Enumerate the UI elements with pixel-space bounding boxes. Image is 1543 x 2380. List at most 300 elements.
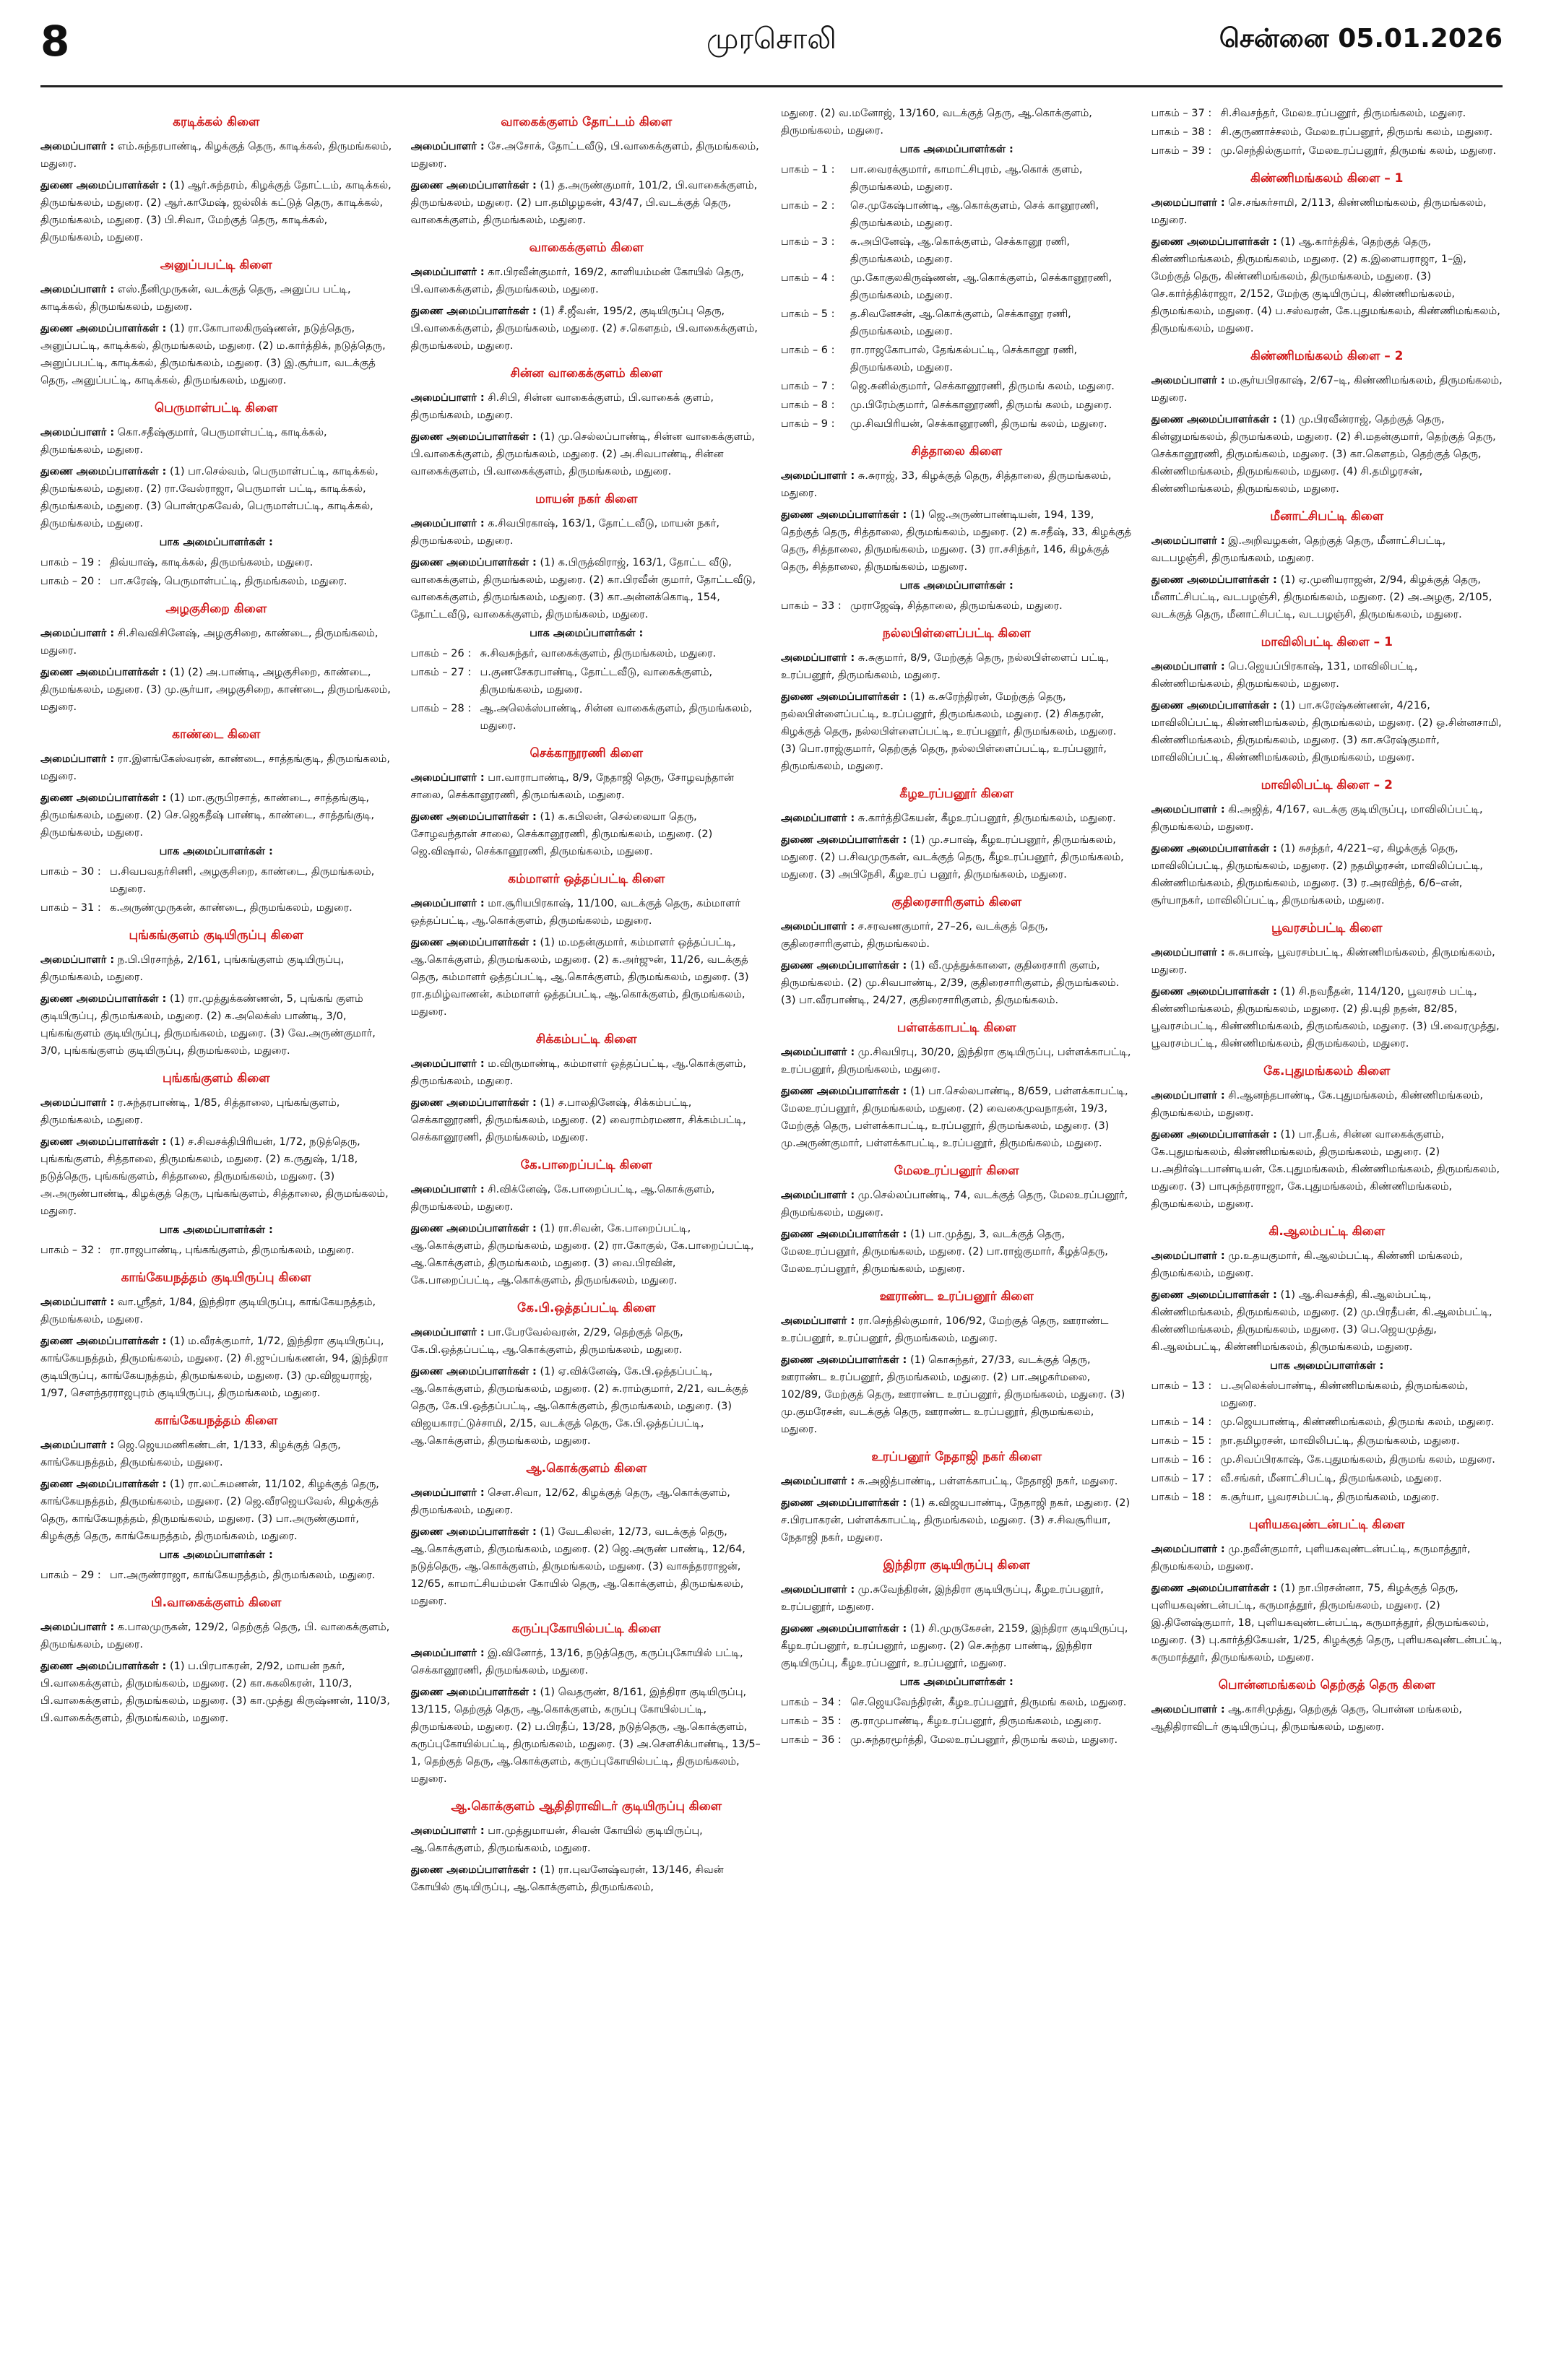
booth-number: பாகம் – 34 : <box>781 1697 842 1708</box>
booth-number: பாகம் – 7 : <box>781 381 835 392</box>
role-label: அமைப்பாளர் : <box>410 141 485 152</box>
role-label: துணை அமைப்பாளர்கள் : <box>410 1366 537 1377</box>
branch-section <box>40 115 392 246</box>
branch-heading: மாயன் நகர் கிளை <box>535 492 638 506</box>
booth-organizer: சி.குருணாச்சலம், மேலஉரப்பனூர், திருமங் கலம், மதுரை. <box>1220 126 1493 138</box>
role-text: சி.சிவவிசினேஷ், அழகுசிறை, காண்டை, திருமங்கலம், மதுரை. <box>40 628 379 657</box>
organizer-line <box>1151 1701 1503 1736</box>
organizer-line <box>1151 944 1503 979</box>
booth-number: பாகம் – 35 : <box>781 1715 842 1727</box>
deputy-organizers-line <box>1151 1126 1503 1213</box>
deputy-organizers-line <box>781 1083 1133 1152</box>
role-text: சி.விக்னேஷ், கே.பாறைப்பட்டி, ஆ.கொக்குளம், திருமங்கலம், மதுரை. <box>410 1184 715 1213</box>
branch-section <box>411 115 763 229</box>
organizer-line <box>1151 372 1503 407</box>
booth-organizer: மு.கோகுலகிருஷ்ணன், ஆ.கொக்குளம், செக்கானூரணி, திருமங்கலம், மதுரை. <box>850 272 1112 301</box>
role-label: அமைப்பாளர் : <box>410 1327 485 1338</box>
booth-number: பாகம் – 32 : <box>40 1245 101 1256</box>
booth-number: பாகம் – 26 : <box>410 648 472 659</box>
branch-section <box>40 1596 392 1727</box>
role-text: (1) ப.பிரபாகரன், 2/92, மாயன் நகர், பி.வாகைக்குளம், திருமங்கலம், மதுரை. (2) கா.சுகலிகரன், 110/3, பி.வாகைக்குளம், திருமங்கலம், மதுரை. (3) கா.முத்து கிருஷ்ணன், 110/3, பி.வாகைக்குளம், திருமங்கலம், மதுரை. <box>40 1661 390 1724</box>
booth-number: பாகம் – 28 : <box>410 703 472 714</box>
role-label: துணை அமைப்பாளர்கள் : <box>781 1086 907 1097</box>
deputy-organizers-line <box>40 664 392 716</box>
booth-organizer: செ.ஜெயவேந்திரன், கீழஉரப்பனூர், திருமங் கலம், மதுரை. <box>850 1697 1127 1708</box>
booth-number: பாகம் – 1 : <box>781 164 835 176</box>
deputy-organizers-line <box>411 808 763 860</box>
role-text: ம.விருமாண்டி, கம்மாளர் ஒத்தப்பட்டி, ஆ.கொக்குளம், திருமங்கலம், மதுரை. <box>410 1058 746 1087</box>
branch-section <box>40 1071 392 1259</box>
deputy-organizers-line <box>40 1476 392 1545</box>
branch-section <box>781 105 1133 433</box>
deputy-organizers-line <box>781 688 1133 775</box>
role-label: அமைப்பாளர் : <box>40 1097 115 1109</box>
role-text: பா.முத்துமாயன், சிவன் கோயில் குடியிருப்பு, ஆ.கொக்குளம், திருமங்கலம், மதுரை. <box>410 1825 703 1854</box>
branch-heading: அழகுசிறை கிளை <box>165 602 267 616</box>
role-label: அமைப்பாளர் : <box>40 753 115 765</box>
role-text: மு.நவீன்குமார், புளியகவுண்டன்பட்டி, கருமாத்தூர், திருமங்கலம், மதுரை. <box>1151 1544 1471 1572</box>
deputy-organizers-line <box>781 1494 1133 1546</box>
branch-heading: சித்தாலை கிளை <box>911 444 1003 459</box>
role-label: அமைப்பாளர் : <box>1151 375 1225 386</box>
role-label: துணை அமைப்பாளர்கள் : <box>1151 843 1277 854</box>
branch-heading: புங்கங்குளம் குடியிருப்பு கிளை <box>129 928 304 943</box>
role-text: சு.அஜித்பாண்டி, பள்ளக்காபட்டி, நேதாஜி நகர், மதுரை. <box>857 1476 1118 1487</box>
booth-row <box>40 1567 392 1584</box>
role-text: (1) ம.மதன்குமார், கம்மாளர் ஒத்தப்பட்டி, ஆ.கொக்குளம், திருமங்கலம், மதுரை. (2) க.அர்ஜுன், 11/26, வடக்குத் தெரு, கம்மாளர் ஒத்தப்பட்டி, ஆ.கொக்குளம், திருமங்கலம், மதுரை. (3) ரா.தமிழ்வாணன், கம்மாளர் ஒத்தப்பட்டி, ஆ.கொக்குளம், திருமங்கலம், மதுரை. <box>410 937 749 1018</box>
booth-organizer: ப.அலெக்ஸ்பாண்டி, கிண்ணிமங்கலம், திருமங்கலம், மதுரை. <box>1220 1380 1469 1409</box>
deputy-organizers-line <box>1151 1286 1503 1356</box>
branch-section <box>781 1021 1133 1152</box>
branch-section <box>411 241 763 355</box>
role-text: சு.சுபாஷ், பூவரசம்பட்டி, கிண்ணிமங்கலம், திருமங்கலம், மதுரை. <box>1151 947 1495 976</box>
organizer-line <box>40 281 392 316</box>
role-text: ம.சூர்யபிரகாஷ், 2/67–டி, கிண்ணிமங்கலம், திருமங்கலம், மதுரை. <box>1151 375 1503 404</box>
deputy-organizers-line <box>411 1684 763 1788</box>
role-text: மா.சூரியபிரகாஷ், 11/100, வடக்குத் தெரு, கம்மாளர் ஒத்தப்பட்டி, ஆ.கொக்குளம், திருமங்கலம், மதுரை. <box>410 898 740 927</box>
branch-section <box>781 444 1133 615</box>
booth-organizer: பா.வைரக்குமார், காமாட்சிபுரம், ஆ.கொக் குளம், திருமங்கலம், மதுரை. <box>850 164 1083 193</box>
booth-organizer: த.சிவனேசன், ஆ.கொக்குளம், செக்கானூ ரணி, திருமங்கலம், மதுரை. <box>850 308 1071 337</box>
branch-section <box>1151 171 1503 337</box>
branch-heading: கருப்புகோயில்பட்டி கிளை <box>511 1622 661 1636</box>
branch-section <box>411 1032 763 1146</box>
branch-section <box>1151 635 1503 766</box>
organizer-line <box>1151 194 1503 229</box>
booth-row <box>781 1731 1133 1749</box>
branch-section <box>781 1558 1133 1749</box>
branch-section <box>781 626 1133 775</box>
deputy-organizers-line <box>40 177 392 246</box>
booth-organizer: ரா.ராஜபாண்டி, புங்கங்குளம், திருமங்கலம், மதுரை. <box>110 1245 355 1256</box>
newspaper-title: முரசொலி <box>706 22 837 56</box>
role-text: ரா.இளங்கேஸ்வரன், காண்டை, சாத்தங்குடி, திருமங்கலம், மதுரை. <box>40 753 390 782</box>
deputy-organizers-line <box>411 1220 763 1289</box>
booth-number: பாகம் – 8 : <box>781 399 835 411</box>
role-label: துணை அமைப்பாளர்கள் : <box>781 1354 907 1366</box>
branch-heading: செக்காநூரணி கிளை <box>530 746 643 761</box>
role-label: துணை அமைப்பாளர்கள் : <box>781 691 907 703</box>
role-label: துணை அமைப்பாளர்கள் : <box>1151 986 1277 998</box>
booth-number: பாகம் – 36 : <box>781 1734 842 1746</box>
branch-section <box>781 787 1133 883</box>
organizer-line <box>411 389 763 424</box>
role-label: அமைப்பாளர் : <box>781 813 855 824</box>
branch-heading: ஊராண்ட உரப்பனூர் கிளை <box>879 1289 1034 1304</box>
branch-heading: மாவிலிபட்டி கிளை – 1 <box>1261 635 1393 649</box>
booth-organizers-heading: பாக அமைப்பாளர்கள் : <box>530 628 644 639</box>
booth-organizer: செ.முகேஷ்பாண்டி, ஆ.கொக்குளம், செக் கானூரணி, திருமங்கலம், மதுரை. <box>850 200 1099 229</box>
role-label: அமைப்பாளர் : <box>1151 661 1225 672</box>
booth-organizer: வீ.சங்கர், மீனாட்சிபட்டி, திருமங்கலம், மதுரை. <box>1220 1473 1443 1484</box>
role-text: (1) ஆ.சிவசக்தி, கி.ஆலம்பட்டி, கிண்ணிமங்கலம், திருமங்கலம், மதுரை. (2) மு.பிரதீபன், கி.ஆலம்பட்டி, கிண்ணிமங்கலம், திருமங்கலம், மதுரை. (3) பெ.ஜெயமுத்து, கி.ஆலம்பட்டி, கிண்ணிமங்கலம், திருமங்கலம், மதுரை. <box>1151 1289 1492 1353</box>
booth-row <box>411 700 763 735</box>
booth-row <box>1151 1470 1503 1487</box>
booth-row <box>781 597 1133 615</box>
role-text: (1) வெதருண், 8/161, இந்திரா குடியிருப்பு, 13/115, தெற்குத் தெரு, ஆ.கொக்குளம், கருப்பு கோயில்பட்டி, திருமங்கலம், மதுரை. (2) ப.பிரதீப், 13/28, நடுத்தெரு, ஆ.கொக்குளம், கருப்புகோயில்பட்டி, திருமங்கலம், மதுரை. (3) அ.சௌசிக்பாண்டி, 13/5–1, தெற்குத் தெரு, ஆ.கொக்குளம், கருப்புகோயில்பட்டி, திருமங்கலம், மதுரை. <box>410 1687 761 1785</box>
role-label: துணை அமைப்பாளர்கள் : <box>40 1136 167 1148</box>
role-text: (1) க.விஜயபாண்டி, நேதாஜி நகர், மதுரை. (2) ச.பிரபாகரன், பள்ளக்காபட்டி, திருமங்கலம், மதுரை. (3) ச.சிவசூரியா, நேதாஜி நகர், மதுரை. <box>781 1497 1131 1544</box>
deputy-organizers-line <box>40 320 392 389</box>
deputy-organizers-line <box>1151 233 1503 337</box>
role-text: (1) க.சுரேந்திரன், மேற்குத் தெரு, நல்லபிள்ளைப்பட்டி, உரப்பனூர், திருமங்கலம், மதுரை. (2) சிசுதரன், கிழக்குத் தெரு, நல்லபிள்ளைப்பட்டி, உரப்பனூர், திருமங்கலம், மதுரை. (3) பொ.ராஜ்குமார், தெற்குத் தெரு, நல்லபிள்ளைப்பட்டி, உரப்பனூர், திருமங்கலம், மதுரை. <box>781 691 1117 772</box>
branch-heading: சின்ன வாகைக்குளம் கிளை <box>510 366 662 381</box>
role-text: (1) ரா.லட்சுமணன், 11/102, கிழக்குத் தெரு, காங்கேயநத்தம், திருமங்கலம், மதுரை. (2) ஜெ.வீரஜெயவேல், கிழக்குத் தெரு, காங்கேயநத்தம், திருமங்கலம், மதுரை. (3) பா.அருண்குமார், கிழக்குத் தெரு, காங்கேயநத்தம், திருமங்கலம், மதுரை. <box>40 1479 379 1542</box>
role-text: (1) சி.முருகேசன், 2159, இந்திரா குடியிருப்பு, கீழஉரப்பனூர், உரப்பனூர், மதுரை. (2) செ.சுந்தர பாண்டி, இந்திரா குடியிருப்பு, கீழஉரப்பனூர், உரப்பனூர், மதுரை. <box>781 1623 1128 1669</box>
deputy-organizers-line <box>40 463 392 532</box>
role-label: அமைப்பாளர் : <box>40 427 115 438</box>
role-label: துணை அமைப்பாளர்கள் : <box>410 1687 537 1698</box>
branch-heading: ஆ.கொக்குளம் ஆதிதிராவிடர் குடியிருப்பு கிளை <box>451 1799 722 1814</box>
organizer-line <box>40 625 392 659</box>
role-label: அமைப்பாளர் : <box>410 1058 485 1070</box>
branch-section <box>40 1414 392 1584</box>
role-label: அமைப்பாளர் : <box>781 652 855 664</box>
booth-organizer: சு.சூர்யா, பூவரசம்பட்டி, திருமங்கலம், மதுரை. <box>1220 1492 1440 1503</box>
booth-organizer: மு.சிவபிரியன், செக்கானூரணி, திருமங் கலம், மதுரை. <box>850 418 1107 430</box>
booth-row <box>781 197 1133 232</box>
role-label: அமைப்பாளர் : <box>40 284 115 295</box>
booth-organizer: மு.ஜெயபாண்டி, கிண்ணிமங்கலம், திருமங் கலம், மதுரை. <box>1220 1416 1495 1428</box>
deputy-organizers-line <box>781 1620 1133 1672</box>
branch-heading: கே.பி.ஒத்தப்பட்டி கிளை <box>517 1301 656 1315</box>
branch-section <box>1151 1518 1503 1666</box>
booth-row <box>781 1694 1133 1711</box>
branch-heading: காங்கேயநத்தம் குடியிருப்பு கிளை <box>121 1271 311 1285</box>
branch-section <box>411 746 763 860</box>
branch-heading: வாகைக்குளம் தோட்டம் கிளை <box>501 115 673 129</box>
role-text: (1) ரா.முத்துக்கண்ணன், 5, புங்கங் குளம் குடியிருப்பு, திருமங்கலம், மதுரை. (2) க.அலெக்ஸ் பாண்டி, 3/0, புங்கங்குளம் குடியிருப்பு, திருமங்கலம், மதுரை. (3) வே.அருண்குமார், 3/0, புங்கங்குளம் குடியிருப்பு, திருமங்கலம், மதுரை. <box>40 993 376 1057</box>
branch-heading: புங்கங்குளம் கிளை <box>162 1071 270 1086</box>
booth-organizer: ஜெ.சுனில்குமார், செக்கானூரணி, திருமங் கலம், மதுரை. <box>850 381 1115 392</box>
branch-section <box>411 1461 763 1610</box>
role-label: துணை அமைப்பாளர்கள் : <box>410 1223 537 1234</box>
role-text: (1) ஏ.விக்னேஷ், கே.பி.ஒத்தப்பட்டி, ஆ.கொக்குளம், திருமங்கலம், மதுரை. (2) சு.ராம்குமார், 2/21, வடக்குத் தெரு, கே.பி.ஒத்தப்பட்டி, ஆ.கொக்குளம், திருமங்கலம், மதுரை. (3) விஜயகாரட்டுச்சாமி, 2/15, வடக்குத் தெரு, கே.பி.ஒத்தப்பட்டி, ஆ.கொக்குளம், திருமங்கலம், மதுரை. <box>410 1366 748 1447</box>
branch-section <box>40 401 392 590</box>
role-text: கா.பிரவீன்குமார், 169/2, காளியம்மன் கோயில் தெரு, பி.வாகைக்குளம், திருமங்கலம், மதுரை. <box>410 267 745 295</box>
role-label: துணை அமைப்பாளர்கள் : <box>410 557 537 568</box>
role-label: அமைப்பாளர் : <box>40 1622 115 1633</box>
organizer-line <box>781 1044 1133 1078</box>
organizer-line <box>781 1473 1133 1490</box>
branch-section <box>40 258 392 389</box>
deputy-organizers-line <box>1151 571 1503 623</box>
role-text: (1) ச.சிவசக்திபிரியன், 1/72, நடுத்தெரு, புங்கங்குளம், சித்தாலை, திருமங்கலம், மதுரை. (2) க.ருதுஷ், 1/18, நடுத்தெரு, புங்கங்குளம், சித்தாலை, திருமங்கலம், மதுரை. (3) அ.அருண்பாண்டி, கிழக்குத் தெரு, புங்கங்குளம், சித்தாலை, திருமங்கலம், மதுரை. <box>40 1136 389 1217</box>
branch-section <box>781 1289 1133 1438</box>
branch-heading: கம்மாளர் ஒத்தப்பட்டி கிளை <box>508 872 665 886</box>
booth-row <box>781 161 1133 196</box>
branch-heading: பொன்னமங்கலம் தெற்குத் தெரு கிளை <box>1218 1678 1435 1692</box>
organizer-line <box>411 769 763 804</box>
deputy-organizers-line <box>1151 840 1503 909</box>
role-text: (1) ரா.கோபாலகிருஷ்ணன், நடுத்தெரு, அனுப்பட்டி, காடிக்கல், திருமங்கலம், மதுரை. (2) ம.கார்த்திக், நடுத்தெரு, அனுப்பபட்டி, காடிக்கல், திருமங்கலம், மதுரை. (3) இ.சூர்யா, வடக்குத் தெரு, அனுப்பட்டி, காடிக்கல், திருமங்கலம், மதுரை. <box>40 323 386 386</box>
booth-row <box>1151 1489 1503 1506</box>
deputy-organizers-line <box>40 1333 392 1402</box>
role-text: (1) ஆ.கார்த்திக், தெற்குத் தெரு, கிண்ணிமங்கலம், திருமங்கலம், மதுரை. (2) க.இளையராஜா, 1–இ, மேற்குத் தெரு, கிண்ணிமங்கலம், திருமங்கலம், மதுரை. (3) செ.கார்த்திக்ராஜா, 2/152, மேற்கு குடியிருப்பு, கிண்ணிமங்கலம், திருமங்கலம், மதுரை. (4) ப.சஸ்வரன், கே.புதுமங்கலம், கிண்ணிமங்கலம், திருமங்கலம், மதுரை. <box>1151 236 1500 334</box>
branch-heading: குதிரைசாரிகுளம் கிளை <box>891 895 1022 909</box>
branch-heading: காங்கேயநத்தம் கிளை <box>155 1414 278 1428</box>
booth-row <box>1151 105 1503 122</box>
deputy-organizers-line <box>411 934 763 1021</box>
role-text: (1) ரா.சிவன், கே.பாறைப்பட்டி, ஆ.கொக்குளம், திருமங்கலம், மதுரை. (2) ரா.கோகுல், கே.பாறைப்பட்டி, ஆ.கொக்குளம், திருமங்கலம், மதுரை. (3) வை.பிரவின், கே.பாறைப்பட்டி, ஆ.கொக்குளம், திருமங்கலம், மதுரை. <box>410 1223 754 1286</box>
deputy-organizers-line <box>40 1658 392 1727</box>
role-text: கொ.சதீஷ்குமார், பெருமாள்பட்டி, காடிக்கல், திருமங்கலம், மதுரை. <box>40 427 327 456</box>
booth-number: பாகம் – 19 : <box>40 557 101 568</box>
booth-row <box>781 1713 1133 1730</box>
role-text: மு.சிவபிரபு, 30/20, இந்திரா குடியிருப்பு, பள்ளக்காபட்டி, உரப்பனூர், திருமங்கலம், மதுரை. <box>781 1047 1131 1076</box>
role-text: செ.சங்கர்சாமி, 2/113, கிண்ணிமங்கலம், திருமங்கலம், மதுரை. <box>1151 197 1487 226</box>
role-text: ரா.செந்தில்குமார், 106/92, மேற்குத் தெரு, ஊராண்ட உரப்பனூர், உரப்பனூர், திருமங்கலம், மதுரை. <box>781 1315 1109 1344</box>
branch-heading: உரப்பனூர் நேதாஜி நகர் கிளை <box>871 1450 1042 1464</box>
role-text: (1) பா.முத்து, 3, வடக்குத் தெரு, மேலஉரப்பனூர், திருமங்கலம், மதுரை. (2) பா.ராஜ்குமார், கீழத்தெரு, மேலஉரப்பனூர், திருமங்கலம், மதுரை. <box>781 1229 1108 1275</box>
role-text: (1) ஜெ.அருண்பாண்டியன், 194, 139, தெற்குத் தெரு, சித்தாலை, திருமங்கலம், மதுரை. (2) சு.சதீஷ், 33, கிழக்குத் தெரு, சித்தாலை, திருமங்கலம், மதுரை. (3) ரா.சசிந்தர், 146, கிழக்குத் தெரு, சித்தாலை, திருமங்கலம், மதுரை. <box>781 509 1132 573</box>
role-label: அமைப்பாளர் : <box>410 772 485 784</box>
role-label: அமைப்பாளர் : <box>410 1184 485 1195</box>
role-text: (1) ஆர்.சுந்தரம், கிழக்குத் தோட்டம், காடிக்கல், திருமங்கலம், மதுரை. (2) ஆர்.காமேஷ், ஜல்லிக் கட்டுத் தெரு, காடிக்கல், திருமங்கலம், மதுரை. (3) பி.சிவா, மேற்குத் தெரு, காடிக்கல், திருமங்கலம், மதுரை. <box>40 180 392 243</box>
role-label: அமைப்பாளர் : <box>410 898 485 909</box>
role-text: (1) வீ.முத்துக்காளை, குதிரைசாரி குளம், திருமங்கலம். (2) மு.சிவபாண்டி, 2/39, குதிரைசாரிகுளம், திருமங்கலம். (3) பா.வீரபாண்டி, 24/27, குதிரைசாரிகுளம், திருமங்கலம். <box>781 960 1120 1006</box>
branch-section <box>1151 1064 1503 1213</box>
booth-organizers-heading: பாக அமைப்பாளர்கள் : <box>899 144 1013 155</box>
deputy-organizers-line <box>781 1226 1133 1278</box>
branch-heading: கீழஉரப்பனூர் கிளை <box>899 787 1014 801</box>
role-label: துணை அமைப்பாளர்கள் : <box>1151 1129 1277 1141</box>
deputy-organizers-line <box>411 1363 763 1450</box>
role-text: க.பாலமுருகன், 129/2, தெற்குத் தெரு, பி. வாகைக்குளம், திருமங்கலம், மதுரை. <box>40 1622 390 1650</box>
booth-row <box>781 306 1133 340</box>
organizer-line <box>40 1437 392 1471</box>
role-label: துணை அமைப்பாளர்கள் : <box>781 960 907 972</box>
branch-heading: வாகைக்குளம் கிளை <box>529 241 644 255</box>
page-header <box>40 0 1503 87</box>
role-label: அமைப்பாளர் : <box>40 1440 115 1451</box>
branch-heading: புளியகவுண்டன்பட்டி கிளை <box>1248 1518 1405 1532</box>
deputy-organizers-line <box>411 303 763 355</box>
organizer-line <box>781 649 1133 684</box>
role-label: அமைப்பாளர் : <box>781 921 855 932</box>
role-label: துணை அமைப்பாளர்கள் : <box>40 792 167 804</box>
column-1 <box>40 105 392 2373</box>
role-text: இ.வினோத், 13/16, நடுத்தெரு, கருப்புகோயில் பட்டி, செக்கானூரணி, திருமங்கலம், மதுரை. <box>410 1648 743 1676</box>
branch-section <box>411 1799 763 1896</box>
branch-section <box>40 928 392 1060</box>
booth-organizers-heading: பாக அமைப்பாளர்கள் : <box>899 580 1013 592</box>
role-label: அமைப்பாளர் : <box>781 1315 855 1327</box>
booth-row <box>1151 1451 1503 1468</box>
role-label: அமைப்பாளர் : <box>1151 197 1225 209</box>
booth-number: பாகம் – 15 : <box>1151 1435 1212 1447</box>
organizer-line <box>411 138 763 173</box>
role-label: துணை அமைப்பாளர்கள் : <box>410 1864 537 1876</box>
branch-section <box>411 1622 763 1788</box>
booth-organizer: க.அருண்முருகன், காண்டை, திருமங்கலம், மதுரை. <box>110 902 353 914</box>
role-label: துணை அமைப்பாளர்கள் : <box>1151 700 1277 711</box>
role-text: (1) ம.வீரக்குமார், 1/72, இந்திரா குடியிருப்பு, காங்கேயநத்தம், திருமங்கலம், மதுரை. (2) சி.ஜுப்பங்கணன், 94, இந்திரா குடியிருப்பு, காங்கேயநத்தம், திருமங்கலம், மதுரை. (3) மு.விஜயராஜ், 1/97, சௌந்தரராஜபுரம் குடியிருப்பு, திருமங்கலம், மதுரை. <box>40 1336 389 1399</box>
role-label: அமைப்பாளர் : <box>1151 1250 1225 1262</box>
booth-number: பாகம் – 2 : <box>781 200 835 212</box>
booth-organizer: மு.செந்தில்குமார், மேலஉரப்பனூர், திருமங் கலம், மதுரை. <box>1220 145 1497 157</box>
role-text: (1) ரா.புவனேஷ்வரன், 13/146, சிவன் கோயில் குடியிருப்பு, ஆ.கொக்குளம், திருமங்கலம், <box>410 1864 724 1893</box>
booth-number: பாகம் – 13 : <box>1151 1380 1212 1392</box>
organizer-line <box>411 1324 763 1359</box>
role-text: மு.சுவேந்திரன், இந்திரா குடியிருப்பு, கீழஉரப்பனூர், உரப்பனூர், மதுரை. <box>781 1584 1104 1613</box>
booth-number: பாகம் – 31 : <box>40 902 101 914</box>
role-label: அமைப்பாளர் : <box>410 1825 485 1837</box>
role-text: (1) ச.பாலதினேஷ், சிக்கம்பட்டி, செக்கானூரணி, திருமங்கலம், மதுரை. (2) வைராம்ரமணா, சிக்கம்பட்டி, செக்கானூரணி, திருமங்கலம், மதுரை. <box>410 1097 746 1143</box>
organizer-line <box>411 1484 763 1519</box>
deputy-organizers-line <box>781 506 1133 576</box>
organizer-line <box>781 1187 1133 1221</box>
role-label: துணை அமைப்பாளர்கள் : <box>1151 574 1277 586</box>
booth-number: பாகம் – 18 : <box>1151 1492 1212 1503</box>
role-label: அமைப்பாளர் : <box>1151 947 1225 959</box>
role-text: (1) மா.குருபிரசாத், காண்டை, சாத்தங்குடி, திருமங்கலம், மதுரை. (2) செ.ஜெகதீஷ் பாண்டி, காண்டை, சாத்தங்குடி, திருமங்கலம், மதுரை. <box>40 792 375 839</box>
role-text: (1) மு.சபாஷ், கீழஉரப்பனூர், திருமங்கலம், மதுரை. (2) ப.சிவமுருகன், வடக்குத் தெரு, கீழஉரப்பனூர், திருமங்கலம், மதுரை. (3) அபிநேசி, கீழஉரப் பனூர், திருமங்கலம், மதுரை. <box>781 834 1124 880</box>
role-label: அமைப்பாளர் : <box>1151 1090 1225 1102</box>
branch-heading: பி.வாகைக்குளம் கிளை <box>151 1596 282 1610</box>
branch-section <box>411 492 763 735</box>
role-label: துணை அமைப்பாளர்கள் : <box>40 1661 167 1672</box>
branch-section <box>1151 1224 1503 1506</box>
role-label: துணை அமைப்பாளர்கள் : <box>410 431 537 443</box>
role-label: துணை அமைப்பாளர்கள் : <box>410 180 537 191</box>
role-label: துணை அமைப்பாளர்கள் : <box>410 1526 537 1538</box>
branch-section <box>1151 509 1503 623</box>
role-label: அமைப்பாளர் : <box>410 392 485 404</box>
booth-row <box>1151 124 1503 141</box>
deputy-organizers-line <box>40 1133 392 1220</box>
role-label: அமைப்பாளர் : <box>40 1297 115 1308</box>
role-label: துணை அமைப்பாளர்கள் : <box>1151 1289 1277 1301</box>
deputy-organizers-line <box>781 1351 1133 1438</box>
booth-row <box>781 342 1133 376</box>
branch-section <box>411 1158 763 1289</box>
organizer-line <box>1151 658 1503 693</box>
organizer-line <box>411 1181 763 1216</box>
branch-heading: மாவிலிபட்டி கிளை – 2 <box>1261 778 1393 792</box>
branch-heading: ஆ.கொக்குளம் கிளை <box>526 1461 647 1476</box>
booth-organizers-heading: பாக அமைப்பாளர்கள் : <box>1270 1360 1384 1372</box>
role-label: துணை அமைப்பாளர்கள் : <box>410 306 537 317</box>
page-number: 8 <box>40 17 70 66</box>
role-label: துணை அமைப்பாளர்கள் : <box>1151 414 1277 425</box>
branch-heading: இந்திரா குடியிருப்பு கிளை <box>883 1558 1030 1572</box>
branch-section <box>1151 105 1503 160</box>
branch-section <box>411 1301 763 1450</box>
booth-row <box>781 378 1133 395</box>
organizer-line <box>411 1822 763 1857</box>
organizer-line <box>411 895 763 930</box>
role-text: கி.அஜித், 4/167, வடக்கு குடியிருப்பு, மாவிலிப்பட்டி, திருமங்கலம், மதுரை. <box>1151 804 1483 833</box>
role-text: (1) மு.பிரவீன்ராஜ், தெற்குத் தெரு, கின்னுமங்கலம், திருமங்கலம், மதுரை. (2) சி.மதன்குமார், தெற்குத் தெரு, செக்கானூரணி, திருமங்கலம், மதுரை. (3) கா.கௌதம், தெற்குத் தெரு, கிண்ணிமங்கலம், திருமங்கலம், மதுரை. (4) சி.தமிழரசன், கிண்ணிமங்கலம், திருமங்கலம், மதுரை. <box>1151 414 1496 495</box>
organizer-line <box>1151 801 1503 836</box>
deputy-organizers-line <box>411 1861 763 1896</box>
organizer-line <box>781 918 1133 953</box>
role-label: அமைப்பாளர் : <box>410 518 485 529</box>
role-label: துணை அமைப்பாளர்கள் : <box>410 1097 537 1109</box>
booth-number: பாகம் – 38 : <box>1151 126 1212 138</box>
role-text: க.சிவபிரகாஷ், 163/1, தோட்டவீடு, மாயன் நகர், திருமங்கலம், மதுரை. <box>410 518 719 547</box>
organizer-line <box>40 138 392 173</box>
role-label: துணை அமைப்பாளர்கள் : <box>410 811 537 823</box>
role-text: எஸ்.நீனிமுருகன், வடக்குத் தெரு, அனுப்ப பட்டி, காடிக்கல், திருமங்கலம், மதுரை. <box>40 284 351 313</box>
branch-heading: சிக்கம்பட்டி கிளை <box>535 1032 637 1047</box>
role-text: (1) பா.செல்வம், பெருமாள்பட்டி, காடிக்கல், திருமங்கலம், மதுரை. (2) ரா.வேல்ராஜா, பெருமாள் பட்டி, காடிக்கல், திருமங்கலம், மதுரை. (3) பொன்முகவேல், பெருமாள்பட்டி, காடிக்கல், திருமங்கலம், மதுரை. <box>40 466 379 529</box>
role-text: இ.அறிவழகன், தெற்குத் தெரு, மீனாட்சிபட்டி, வடபழஞ்சி, திருமங்கலம், மதுரை. <box>1151 535 1446 564</box>
branch-heading: பூவரசம்பட்டி கிளை <box>1271 921 1383 935</box>
role-text: ஆ.காசிமுத்து, தெற்குத் தெரு, பொன்ன மங்கலம், ஆதிதிராவிடர் குடியிருப்பு, திருமங்கலம், மதுரை. <box>1151 1704 1462 1733</box>
deputy-organizers-line <box>40 990 392 1060</box>
organizer-line <box>40 750 392 785</box>
role-label: அமைப்பாளர் : <box>1151 1704 1225 1715</box>
role-text: (1) க.பிருத்விராஜ், 163/1, தோட்ட வீடு, வாகைக்குளம், திருமங்கலம், மதுரை. (2) கா.பிரவீன் குமார், தோட்டவீடு, வாகைக்குளம், திருமங்கலம், மதுரை. (3) கா.அன்னக்கொடி, 154, தோட்டவீடு, வாகைக்குளம், திருமங்கலம், மதுரை. <box>410 557 756 620</box>
role-text: ர.சுந்தரபாண்டி, 1/85, சித்தாலை, புங்கங்குளம், திருமங்கலம், மதுரை. <box>40 1097 340 1126</box>
booth-organizers-heading: பாக அமைப்பாளர்கள் : <box>159 1224 273 1236</box>
role-text: சே.அசோக், தோட்டவீடு, பி.வாகைக்குளம், திருமங்கலம், மதுரை. <box>410 141 759 170</box>
booth-row <box>781 269 1133 304</box>
role-label: துணை அமைப்பாளர்கள் : <box>781 1229 907 1240</box>
role-label: அமைப்பாளர் : <box>410 1487 485 1499</box>
column-3 <box>781 105 1133 2373</box>
role-text: (1) த.அருண்குமார், 101/2, பி.வாகைக்குளம், திருமங்கலம், மதுரை. (2) பா.தமிழழகன், 43/47, பி.வடக்குத் தெரு, வாகைக்குளம், திருமங்கலம், மதுரை. <box>410 180 758 226</box>
branch-section <box>411 366 763 480</box>
booth-number: பாகம் – 29 : <box>40 1570 101 1581</box>
booth-number: பாகம் – 3 : <box>781 236 835 248</box>
role-label: துணை அமைப்பாளர்கள் : <box>40 993 167 1005</box>
role-text: மு.உதயகுமார், கி.ஆலம்பட்டி, கிண்ணி மங்கலம், திருமங்கலம், மதுரை. <box>1151 1250 1463 1279</box>
role-label: துணை அமைப்பாளர்கள் : <box>40 1479 167 1490</box>
deputy-organizers-line <box>411 1094 763 1146</box>
booth-row <box>40 573 392 590</box>
booth-organizers-heading: பாக அமைப்பாளர்கள் : <box>899 1676 1013 1688</box>
role-text: சு.சுராஜ், 33, கிழக்குத் தெரு, சித்தாலை, திருமங்கலம், மதுரை. <box>781 470 1112 499</box>
role-text: (1) (2) அ.பாண்டி, அழகுசிறை, காண்டை, திருமங்கலம், மதுரை. (3) மு.சூர்யா, அழகுசிறை, காண்டை, திருமங்கலம், மதுரை. <box>40 667 391 713</box>
column-4 <box>1151 105 1503 2373</box>
booth-number: பாகம் – 30 : <box>40 866 101 878</box>
booth-row <box>781 397 1133 414</box>
branch-heading: மீனாட்சிபட்டி கிளை <box>1270 509 1384 524</box>
branch-section <box>1151 1678 1503 1736</box>
role-text: (1) ஏ.முனியராஜன், 2/94, கிழக்குத் தெரு, மீனாட்சிபட்டி, வடபழஞ்சி, திருமங்கலம், மதுரை. (2) அ.அழகு, 2/105, வடக்குத் தெரு, மீனாட்சிபட்டி, வடபழஞ்சி, திருமங்கலம், மதுரை. <box>1151 574 1492 620</box>
organizer-line <box>1151 532 1503 567</box>
branch-section <box>40 1271 392 1402</box>
role-text: சு.கார்த்திகேயன், கீழஉரப்பனூர், திருமங்கலம், மதுரை. <box>857 813 1116 824</box>
organizer-line <box>781 1581 1133 1616</box>
branch-heading: பள்ளக்காபட்டி கிளை <box>896 1021 1016 1035</box>
booth-number: பாகம் – 27 : <box>410 667 472 678</box>
deputy-organizers-line <box>1151 1580 1503 1666</box>
booth-organizer: திவ்யாஷ், காடிக்கல், திருமங்கலம், மதுரை. <box>110 557 314 568</box>
